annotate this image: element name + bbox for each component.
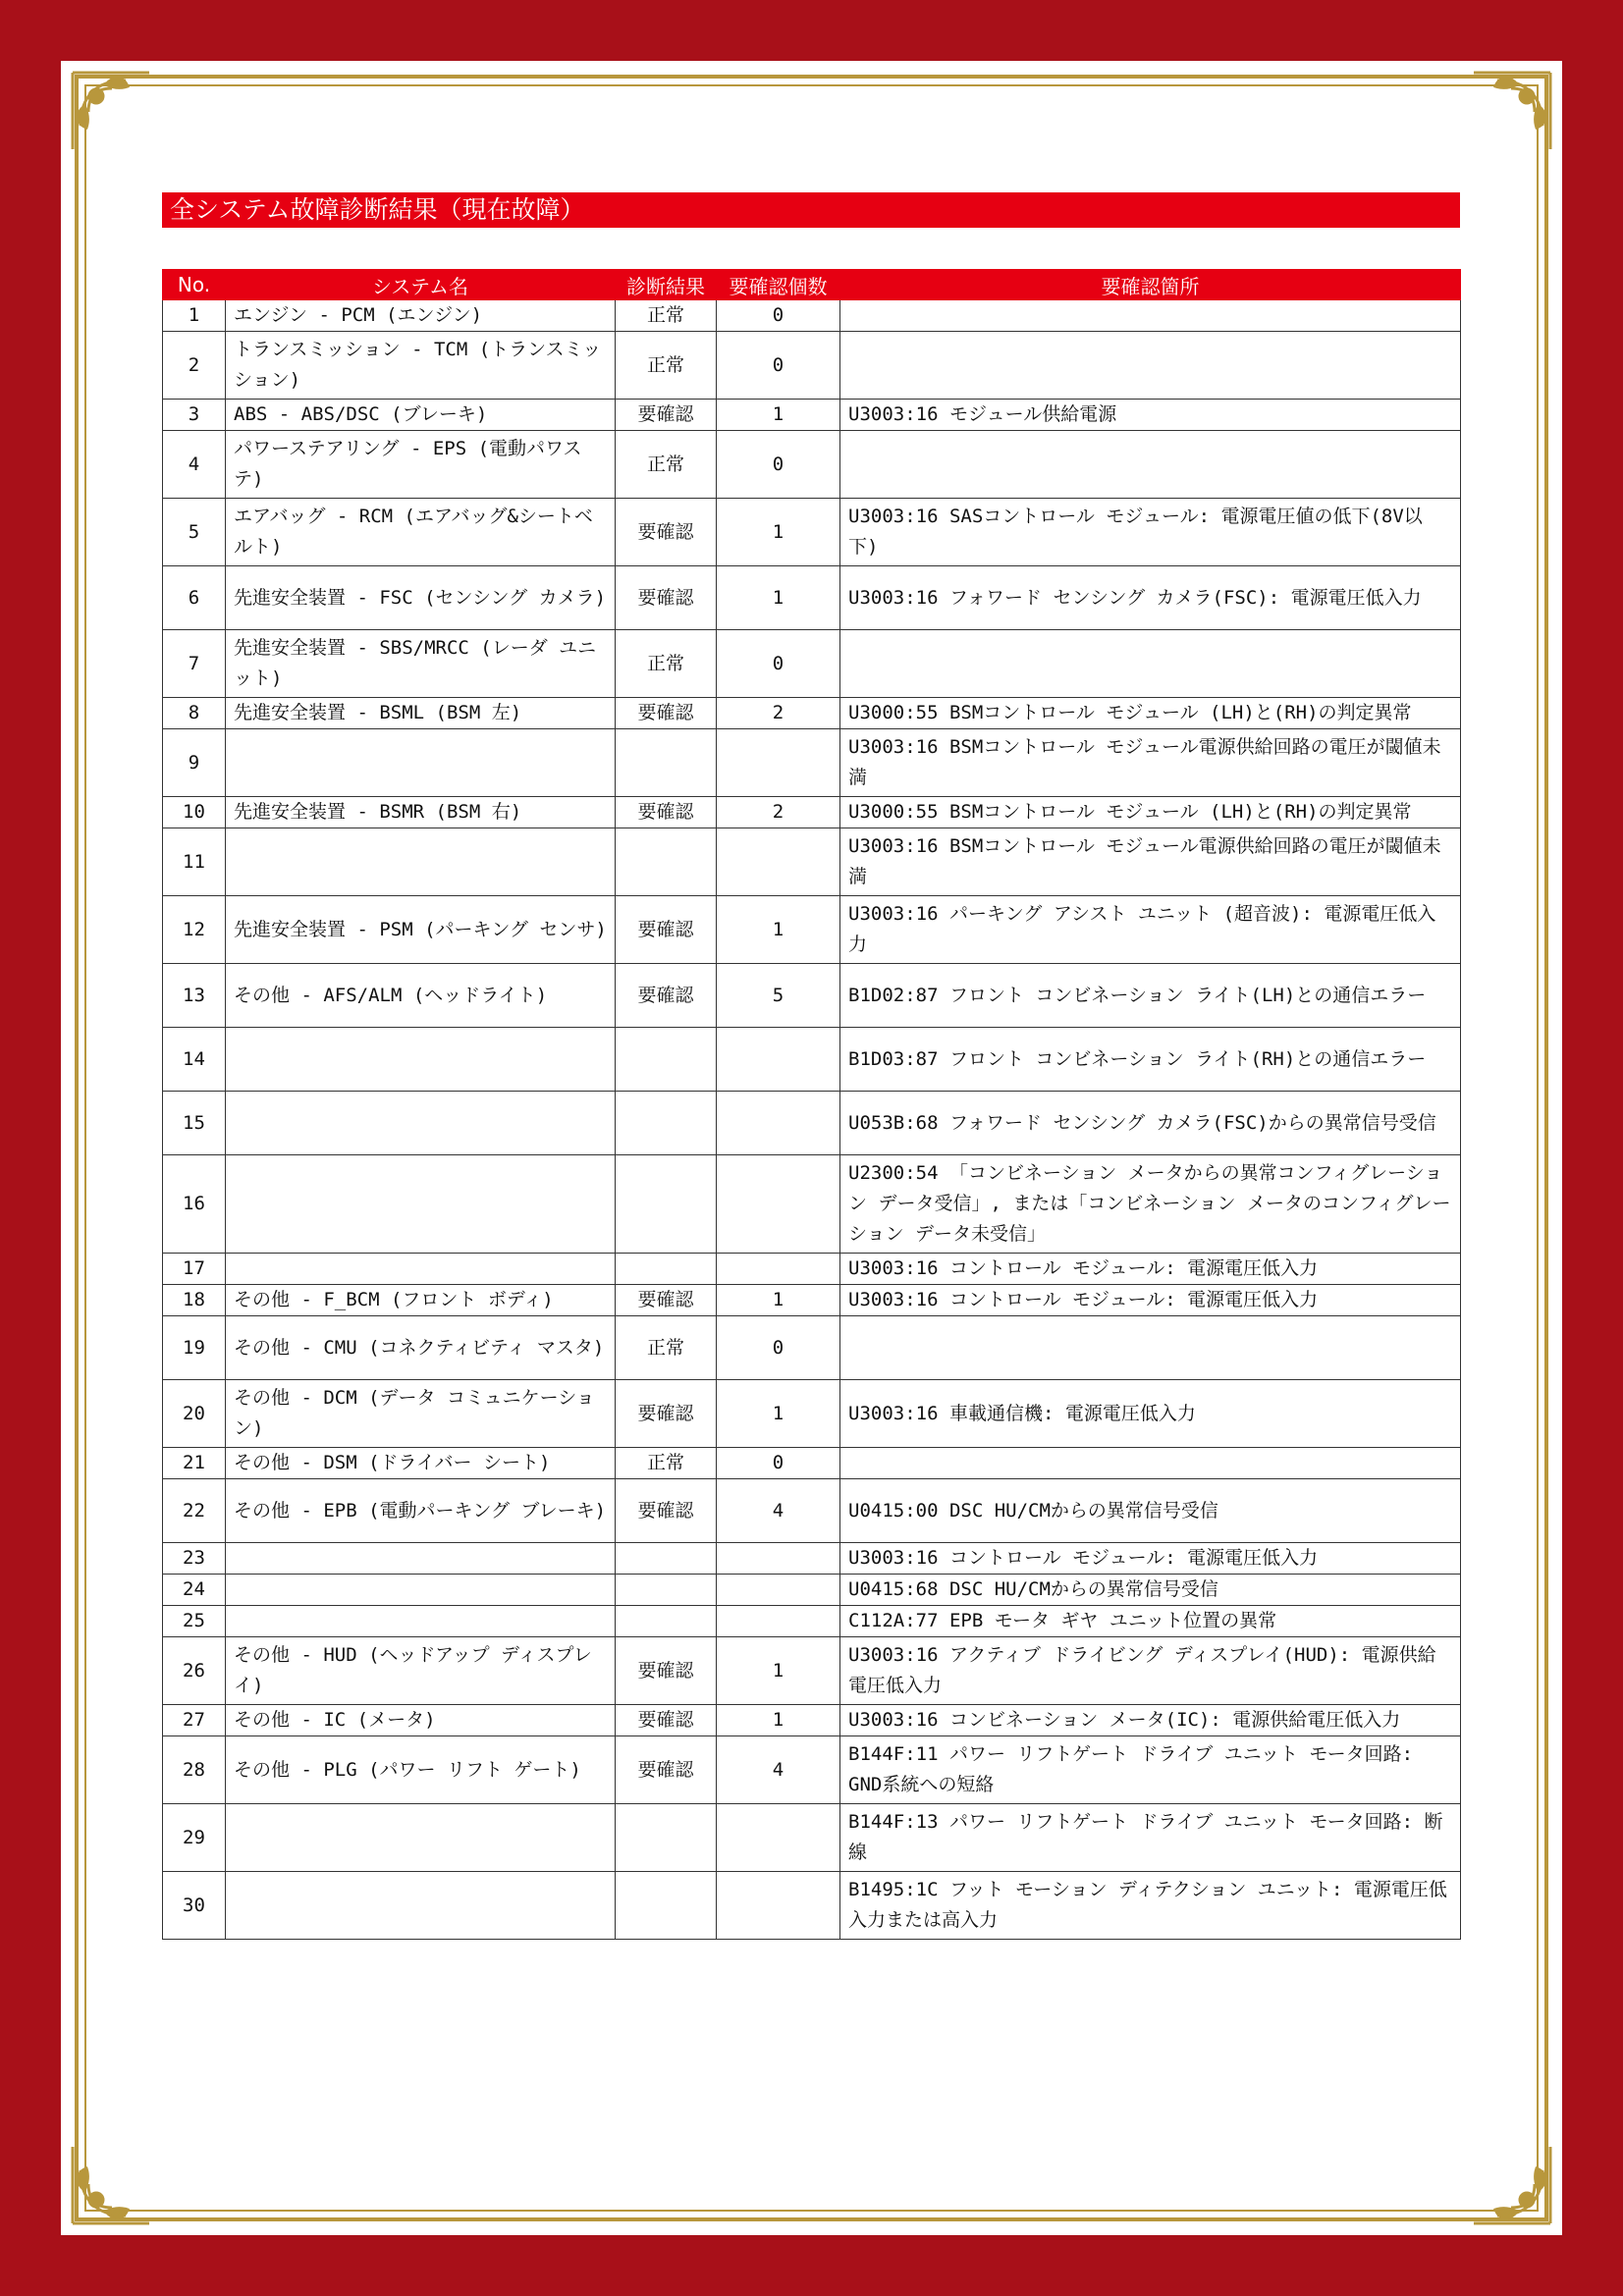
row-no: 17 <box>163 1254 226 1285</box>
location-cell <box>840 1448 1461 1479</box>
count-cell: 1 <box>717 1705 840 1736</box>
result-cell <box>616 1606 717 1637</box>
table-row <box>163 400 1461 431</box>
row-no: 18 <box>163 1285 226 1316</box>
row-no: 19 <box>163 1316 226 1380</box>
system-name-cell: その他 - F_BCM (フロント ボディ) <box>226 1285 616 1316</box>
system-name-cell: トランスミッション - TCM (トランスミッション) <box>226 332 616 400</box>
system-name-cell: 先進安全装置 - FSC (センシング カメラ) <box>226 566 616 630</box>
table-row <box>163 964 1461 1028</box>
result-cell <box>616 1872 717 1940</box>
system-name-cell: その他 - IC (メータ) <box>226 1705 616 1736</box>
count-cell <box>717 1872 840 1940</box>
row-no: 11 <box>163 828 226 896</box>
location-cell: U3003:16 コントロール モジュール: 電源電圧低入力 <box>840 1254 1461 1285</box>
location-cell: U3003:16 パーキング アシスト ユニット (超音波): 電源電圧低入力 <box>840 896 1461 964</box>
row-no: 9 <box>163 729 226 797</box>
location-cell: U0415:00 DSC HU/CMからの異常信号受信 <box>840 1479 1461 1543</box>
row-no: 8 <box>163 698 226 729</box>
table-row <box>163 1448 1461 1479</box>
system-name-cell <box>226 1092 616 1155</box>
count-cell <box>717 1028 840 1092</box>
location-cell <box>840 300 1461 332</box>
system-name-cell <box>226 1254 616 1285</box>
count-cell: 5 <box>717 964 840 1028</box>
location-cell: U3003:16 BSMコントロール モジュール電源供給回路の電圧が閾値未満 <box>840 828 1461 896</box>
system-name-cell: ABS - ABS/DSC (ブレーキ) <box>226 400 616 431</box>
location-cell: B1495:1C フット モーション ディテクション ユニット: 電源電圧低入力または高入力 <box>840 1872 1461 1940</box>
table-row <box>163 1804 1461 1872</box>
row-no: 10 <box>163 797 226 828</box>
table-row <box>163 1028 1461 1092</box>
system-name-cell: その他 - PLG (パワー リフト ゲート) <box>226 1736 616 1804</box>
row-no: 16 <box>163 1155 226 1254</box>
result-cell: 要確認 <box>616 1285 717 1316</box>
corner-ornament-icon <box>1468 67 1556 155</box>
table-row <box>163 1380 1461 1448</box>
table-row <box>163 797 1461 828</box>
location-cell: U3003:16 車載通信機: 電源電圧低入力 <box>840 1380 1461 1448</box>
count-cell: 4 <box>717 1479 840 1543</box>
table-row <box>163 896 1461 964</box>
system-name-cell: その他 - AFS/ALM (ヘッドライト) <box>226 964 616 1028</box>
result-cell: 正常 <box>616 332 717 400</box>
location-cell: B144F:13 パワー リフトゲート ドライブ ユニット モータ回路: 断線 <box>840 1804 1461 1872</box>
row-no: 21 <box>163 1448 226 1479</box>
row-no: 5 <box>163 499 226 566</box>
table-row <box>163 630 1461 698</box>
row-no: 30 <box>163 1872 226 1940</box>
row-no: 2 <box>163 332 226 400</box>
row-no: 3 <box>163 400 226 431</box>
location-cell: U3000:55 BSMコントロール モジュール (LH)と(RH)の判定異常 <box>840 698 1461 729</box>
row-no: 20 <box>163 1380 226 1448</box>
table-row <box>163 300 1461 332</box>
table-row <box>163 431 1461 499</box>
system-name-cell: エアバッグ - RCM (エアバッグ&シートベルト) <box>226 499 616 566</box>
result-cell: 要確認 <box>616 896 717 964</box>
system-name-cell: 先進安全装置 - SBS/MRCC (レーダ ユニット) <box>226 630 616 698</box>
location-cell: U3003:16 BSMコントロール モジュール電源供給回路の電圧が閾値未満 <box>840 729 1461 797</box>
system-name-cell: その他 - CMU (コネクティビティ マスタ) <box>226 1316 616 1380</box>
table-row <box>163 1155 1461 1254</box>
header-count: 要確認個数 <box>717 270 840 300</box>
system-name-cell: その他 - DSM (ドライバー シート) <box>226 1448 616 1479</box>
result-cell <box>616 1155 717 1254</box>
row-no: 15 <box>163 1092 226 1155</box>
location-cell: U3003:16 アクティブ ドライビング ディスプレイ(HUD): 電源供給電圧低入力 <box>840 1637 1461 1705</box>
system-name-cell: その他 - HUD (ヘッドアップ ディスプレイ) <box>226 1637 616 1705</box>
table-row <box>163 1575 1461 1606</box>
location-cell: U3003:16 コントロール モジュール: 電源電圧低入力 <box>840 1285 1461 1316</box>
table-row <box>163 1479 1461 1543</box>
table-row <box>163 1285 1461 1316</box>
table-row <box>163 499 1461 566</box>
result-cell <box>616 1092 717 1155</box>
count-cell: 1 <box>717 400 840 431</box>
result-cell: 要確認 <box>616 1736 717 1804</box>
count-cell: 0 <box>717 332 840 400</box>
header-result: 診断結果 <box>616 270 717 300</box>
location-cell: B1D03:87 フロント コンビネーション ライト(RH)との通信エラー <box>840 1028 1461 1092</box>
location-cell: U0415:68 DSC HU/CMからの異常信号受信 <box>840 1575 1461 1606</box>
count-cell: 0 <box>717 630 840 698</box>
system-name-cell: その他 - DCM (データ コミュニケーション) <box>226 1380 616 1448</box>
table-row <box>163 1637 1461 1705</box>
count-cell <box>717 1804 840 1872</box>
result-cell <box>616 828 717 896</box>
system-name-cell <box>226 1543 616 1575</box>
count-cell <box>717 1092 840 1155</box>
result-cell <box>616 1254 717 1285</box>
system-name-cell: 先進安全装置 - PSM (パーキング センサ) <box>226 896 616 964</box>
location-cell: U3003:16 SASコントロール モジュール: 電源電圧値の低下(8V以下) <box>840 499 1461 566</box>
count-cell: 1 <box>717 1380 840 1448</box>
system-name-cell <box>226 729 616 797</box>
system-name-cell <box>226 1028 616 1092</box>
table-row <box>163 698 1461 729</box>
row-no: 7 <box>163 630 226 698</box>
result-cell <box>616 1028 717 1092</box>
count-cell <box>717 1543 840 1575</box>
result-cell <box>616 1543 717 1575</box>
count-cell <box>717 1575 840 1606</box>
row-no: 26 <box>163 1637 226 1705</box>
count-cell: 0 <box>717 300 840 332</box>
row-no: 23 <box>163 1543 226 1575</box>
location-cell: U3003:16 コンビネーション メータ(IC): 電源供給電圧低入力 <box>840 1705 1461 1736</box>
location-cell: U053B:68 フォワード センシング カメラ(FSC)からの異常信号受信 <box>840 1092 1461 1155</box>
system-name-cell <box>226 1155 616 1254</box>
result-cell: 正常 <box>616 1316 717 1380</box>
table-row <box>163 1316 1461 1380</box>
system-name-cell: 先進安全装置 - BSMR (BSM 右) <box>226 797 616 828</box>
location-cell <box>840 332 1461 400</box>
row-no: 14 <box>163 1028 226 1092</box>
count-cell <box>717 1606 840 1637</box>
result-cell: 要確認 <box>616 1479 717 1543</box>
count-cell: 0 <box>717 1316 840 1380</box>
location-cell: C112A:77 EPB モータ ギヤ ユニット位置の異常 <box>840 1606 1461 1637</box>
result-cell: 要確認 <box>616 1705 717 1736</box>
count-cell: 1 <box>717 566 840 630</box>
result-cell: 要確認 <box>616 698 717 729</box>
row-no: 4 <box>163 431 226 499</box>
count-cell: 1 <box>717 1637 840 1705</box>
count-cell: 1 <box>717 896 840 964</box>
table-row <box>163 1705 1461 1736</box>
system-name-cell: その他 - EPB (電動パーキング ブレーキ) <box>226 1479 616 1543</box>
result-cell: 要確認 <box>616 566 717 630</box>
row-no: 22 <box>163 1479 226 1543</box>
system-name-cell <box>226 1872 616 1940</box>
count-cell <box>717 1254 840 1285</box>
count-cell: 0 <box>717 1448 840 1479</box>
table-row <box>163 1606 1461 1637</box>
row-no: 29 <box>163 1804 226 1872</box>
table-row <box>163 1543 1461 1575</box>
result-cell: 要確認 <box>616 797 717 828</box>
result-cell: 要確認 <box>616 499 717 566</box>
location-cell: U3000:55 BSMコントロール モジュール (LH)と(RH)の判定異常 <box>840 797 1461 828</box>
count-cell: 2 <box>717 797 840 828</box>
header-system: システム名 <box>226 270 616 300</box>
row-no: 24 <box>163 1575 226 1606</box>
corner-ornament-icon <box>67 2141 155 2229</box>
table-row <box>163 828 1461 896</box>
location-cell: U2300:54 「コンビネーション メータからの異常コンフィグレーション データ受信」, または「コンビネーション メータのコンフィグレーション データ未受信」 <box>840 1155 1461 1254</box>
count-cell: 1 <box>717 499 840 566</box>
result-cell: 要確認 <box>616 400 717 431</box>
table-row <box>163 1872 1461 1940</box>
count-cell: 0 <box>717 431 840 499</box>
count-cell <box>717 1155 840 1254</box>
count-cell: 4 <box>717 1736 840 1804</box>
count-cell <box>717 828 840 896</box>
location-cell <box>840 1316 1461 1380</box>
section-title: 全システム故障診断結果（現在故障） <box>162 192 1460 228</box>
header-no: No. <box>163 270 226 300</box>
row-no: 12 <box>163 896 226 964</box>
diagnosis-table <box>162 269 1461 1940</box>
result-cell: 正常 <box>616 1448 717 1479</box>
location-cell: B1D02:87 フロント コンビネーション ライト(LH)との通信エラー <box>840 964 1461 1028</box>
table-row <box>163 1254 1461 1285</box>
system-name-cell <box>226 1606 616 1637</box>
count-cell: 1 <box>717 1285 840 1316</box>
result-cell: 要確認 <box>616 964 717 1028</box>
result-cell <box>616 1804 717 1872</box>
table-row <box>163 729 1461 797</box>
table-row <box>163 1736 1461 1804</box>
row-no: 28 <box>163 1736 226 1804</box>
row-no: 6 <box>163 566 226 630</box>
row-no: 25 <box>163 1606 226 1637</box>
system-name-cell <box>226 1575 616 1606</box>
system-name-cell: エンジン - PCM (エンジン) <box>226 300 616 332</box>
system-name-cell <box>226 1804 616 1872</box>
result-cell: 要確認 <box>616 1637 717 1705</box>
result-cell <box>616 729 717 797</box>
result-cell: 正常 <box>616 630 717 698</box>
result-cell: 正常 <box>616 431 717 499</box>
row-no: 1 <box>163 300 226 332</box>
location-cell: U3003:16 フォワード センシング カメラ(FSC): 電源電圧低入力 <box>840 566 1461 630</box>
table-header-row <box>163 270 1461 300</box>
system-name-cell <box>226 828 616 896</box>
count-cell <box>717 729 840 797</box>
row-no: 27 <box>163 1705 226 1736</box>
location-cell: B144F:11 パワー リフトゲート ドライブ ユニット モータ回路: GND系統への短絡 <box>840 1736 1461 1804</box>
table-row <box>163 332 1461 400</box>
table-row <box>163 1092 1461 1155</box>
location-cell <box>840 630 1461 698</box>
corner-ornament-icon <box>67 67 155 155</box>
result-cell <box>616 1575 717 1606</box>
location-cell: U3003:16 コントロール モジュール: 電源電圧低入力 <box>840 1543 1461 1575</box>
system-name-cell: パワーステアリング - EPS (電動パワステ) <box>226 431 616 499</box>
table-body <box>163 300 1461 1940</box>
system-name-cell: 先進安全装置 - BSML (BSM 左) <box>226 698 616 729</box>
location-cell: U3003:16 モジュール供給電源 <box>840 400 1461 431</box>
corner-ornament-icon <box>1468 2141 1556 2229</box>
header-location: 要確認箇所 <box>840 270 1461 300</box>
count-cell: 2 <box>717 698 840 729</box>
row-no: 13 <box>163 964 226 1028</box>
table-row <box>163 566 1461 630</box>
location-cell <box>840 431 1461 499</box>
result-cell: 正常 <box>616 300 717 332</box>
result-cell: 要確認 <box>616 1380 717 1448</box>
